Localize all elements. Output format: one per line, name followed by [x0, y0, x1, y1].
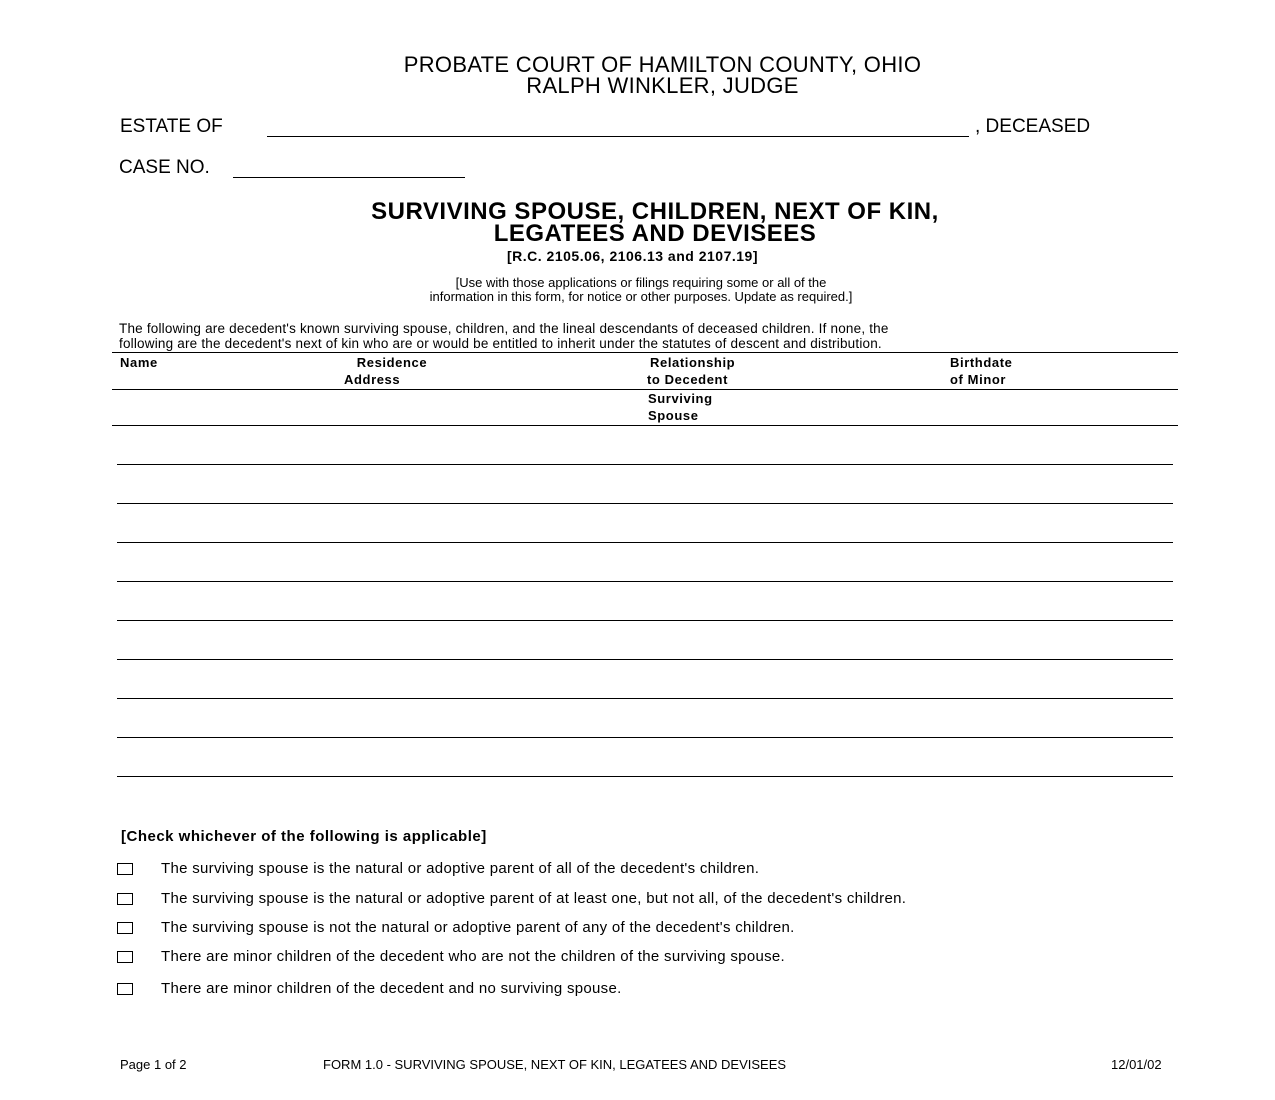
case-number-field[interactable]	[233, 177, 465, 178]
page-number: Page 1 of 2	[120, 1057, 187, 1072]
checklist-option-minor-children-not-spouse[interactable]	[117, 948, 1187, 968]
checklist-option-minor-children-no-spouse[interactable]	[117, 980, 1187, 1000]
use-note	[0, 276, 1275, 304]
use-note-line-1: [Use with those applications or filings requiring some or all of the	[455, 275, 827, 290]
header-relationship-line-1: Relationship	[650, 355, 736, 370]
checklist-option-label: There are minor children of the decedent who are not the children of the surviving spouse.	[161, 948, 786, 965]
judge-name: RALPH WINKLER, JUDGE	[526, 73, 799, 98]
intro-line-1: The following are decedent's known surviving spouse, children, and the lineal descendants of deceased children. If none, the	[119, 321, 889, 336]
header-bottom-rule	[112, 389, 1178, 390]
case-label: CASE NO.	[119, 157, 210, 178]
header-name: Name	[120, 355, 158, 370]
table-row[interactable]	[117, 542, 1173, 543]
statute-reference: [R.C. 2105.06, 2106.13 and 2107.19]	[507, 248, 758, 264]
checklist-heading: [Check whichever of the following is applicable]	[121, 828, 487, 845]
header-birthdate	[950, 354, 1012, 388]
checkbox[interactable]	[117, 951, 133, 963]
table-row[interactable]	[117, 620, 1173, 621]
checklist-option-label: The surviving spouse is not the natural or adoptive parent of any of the decedent's children.	[161, 919, 795, 936]
intro-paragraph	[119, 321, 1179, 351]
estate-name-field[interactable]	[267, 136, 969, 137]
header-birthdate-line-2: of Minor	[950, 372, 1007, 387]
checkbox[interactable]	[117, 893, 133, 905]
header-address	[344, 354, 440, 388]
spouse-relationship-line-2: Spouse	[648, 408, 699, 423]
table-top-rule	[112, 352, 1178, 353]
table-row[interactable]	[117, 464, 1173, 465]
header-address-line-1: Residence	[356, 355, 428, 370]
spouse-relationship	[648, 390, 713, 424]
checkbox[interactable]	[117, 983, 133, 995]
checklist-option-some-children[interactable]	[117, 890, 1187, 910]
checkbox[interactable]	[117, 922, 133, 934]
table-row[interactable]	[117, 581, 1173, 582]
spouse-relationship-line-1: Surviving	[648, 391, 713, 406]
checklist-option-label: The surviving spouse is the natural or adoptive parent of all of the decedent's children.	[161, 860, 760, 877]
header-address-line-2: Address	[344, 372, 401, 387]
form-title-line-2: LEGATEES AND DEVISEES	[493, 220, 817, 247]
table-row[interactable]	[117, 503, 1173, 504]
form-title	[0, 198, 1275, 247]
checkbox[interactable]	[117, 863, 133, 875]
table-row[interactable]	[117, 698, 1173, 699]
intro-line-2: following are the decedent's next of kin who are or would be entitled to inherit under the statutes of descent and distribution.	[119, 336, 882, 351]
estate-label: ESTATE OF	[120, 116, 223, 137]
court-header	[0, 54, 1275, 96]
form-title-line-1: SURVIVING SPOUSE, CHILDREN, NEXT OF KIN,	[371, 198, 939, 225]
court-name: PROBATE COURT OF HAMILTON COUNTY, OHIO	[403, 52, 922, 77]
spouse-row-rule	[112, 425, 1178, 426]
table-row[interactable]	[117, 737, 1173, 738]
use-note-line-2: information in this form, for notice or other purposes. Update as required.]	[429, 289, 853, 304]
checklist-option-label: There are minor children of the decedent and no surviving spouse.	[161, 980, 622, 997]
case-row	[119, 157, 210, 179]
checklist-option-label: The surviving spouse is the natural or adoptive parent of at least one, but not all, of the decedent's children.	[161, 890, 907, 907]
header-birthdate-line-1: Birthdate	[950, 355, 1013, 370]
table-row[interactable]	[117, 776, 1173, 777]
form-name-footer: FORM 1.0 - SURVIVING SPOUSE, NEXT OF KIN, LEGATEES AND DEVISEES	[323, 1057, 787, 1072]
table-row[interactable]	[117, 659, 1173, 660]
checklist-option-all-children[interactable]	[117, 860, 1187, 880]
header-relationship	[647, 354, 735, 388]
header-relationship-line-2: to Decedent	[647, 372, 729, 387]
revision-date: 12/01/02	[1111, 1057, 1162, 1072]
deceased-label: , DECEASED	[975, 116, 1091, 137]
checklist-option-no-children[interactable]	[117, 919, 1187, 939]
